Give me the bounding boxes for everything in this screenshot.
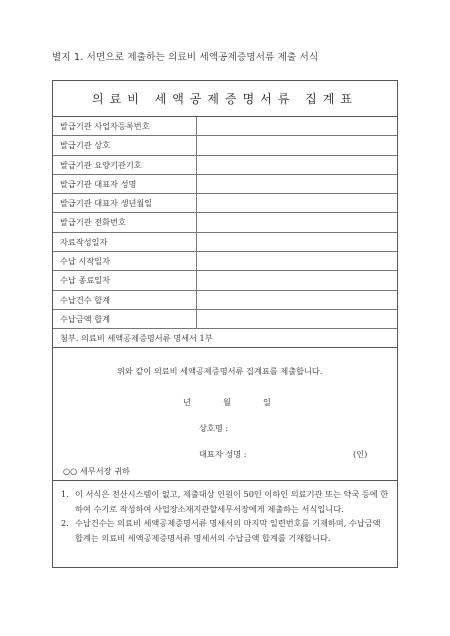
field-value[interactable]	[197, 310, 397, 328]
field-label: 자료작성일자	[53, 233, 197, 251]
form-row-amount-total	[53, 310, 397, 329]
field-label: 발급기관 상호	[53, 136, 197, 154]
representative-name-label: 대표자 성명 :	[199, 449, 247, 460]
instruction-item	[61, 516, 389, 545]
field-value[interactable]	[197, 175, 397, 193]
field-value[interactable]	[197, 213, 397, 231]
form-row-phone	[53, 213, 397, 232]
field-label: 발급기관 대표자 생년월일	[53, 194, 197, 212]
field-label: 발급기관 대표자 성명	[53, 175, 197, 193]
form-row-start-date	[53, 252, 397, 271]
submission-section	[53, 348, 397, 481]
field-value[interactable]	[197, 291, 397, 309]
form-row-representative-birthdate	[53, 194, 397, 213]
instruction-text: 수납건수는 의료비 세액공제증명서류 명세서의 마지막 일련번호를 기재하며, 수납금액 합계는 의료비 세액공제증명서류 명세서의 수납금액 합계를 기재합니다.	[75, 518, 381, 544]
date-year-label: 년	[183, 397, 191, 408]
field-value[interactable]	[197, 136, 397, 154]
instructions	[53, 481, 397, 545]
field-label: 수납금액 합계	[53, 310, 197, 328]
field-label: 발급기관 요양기관기호	[53, 156, 197, 174]
attachment-note: 첨부. 의료비 세액공제증명서류 명세서 1부	[53, 329, 397, 348]
form-row-company-name	[53, 136, 397, 155]
form-header-note: 별지 1. 서면으로 제출하는 의료비 세액공제증명서류 제출 서식	[52, 52, 319, 63]
submission-statement: 위와 같이 의료비 세액공제증명서류 집계표를 제출합니다.	[117, 366, 323, 377]
form-row-institution-code	[53, 156, 397, 175]
recipient-line: ○○ 세무서장 귀하	[63, 466, 130, 477]
form-row-business-number	[53, 117, 397, 136]
instruction-number: 1.	[61, 489, 69, 500]
field-value[interactable]	[197, 271, 397, 289]
field-label: 수납건수 합계	[53, 291, 197, 309]
seal-mark: (인)	[353, 449, 368, 460]
date-day-label: 일	[263, 397, 271, 408]
submission-date	[183, 397, 271, 408]
instruction-number: 2.	[61, 518, 69, 529]
field-value[interactable]	[197, 233, 397, 251]
instruction-text: 이 서식은 전산시스템이 없고, 제출대상 인원이 50인 이하인 의료기관 또는 약국 등에 한하여 수기로 작성하여 사업장소재지관할세무서장에게 제출하는 서식입니다.	[75, 489, 389, 514]
field-value[interactable]	[197, 194, 397, 212]
field-label: 발급기관 사업자등록번호	[53, 117, 197, 135]
instruction-item	[61, 487, 389, 516]
form-row-count-total	[53, 291, 397, 310]
field-value[interactable]	[197, 117, 397, 135]
field-label: 수납 종료일자	[53, 271, 197, 289]
form-row-end-date	[53, 271, 397, 290]
field-value[interactable]	[197, 252, 397, 270]
date-month-label: 월	[223, 397, 231, 408]
field-value[interactable]	[197, 156, 397, 174]
company-name-label: 상호명 :	[199, 423, 229, 434]
summary-form	[52, 80, 398, 568]
form-row-representative-name	[53, 175, 397, 194]
field-label: 수납 시작일자	[53, 252, 197, 270]
field-label: 발급기관 전화번호	[53, 213, 197, 231]
form-title: 의료비 세액공제증명서류 집계표	[53, 81, 397, 117]
form-row-created-date	[53, 233, 397, 252]
